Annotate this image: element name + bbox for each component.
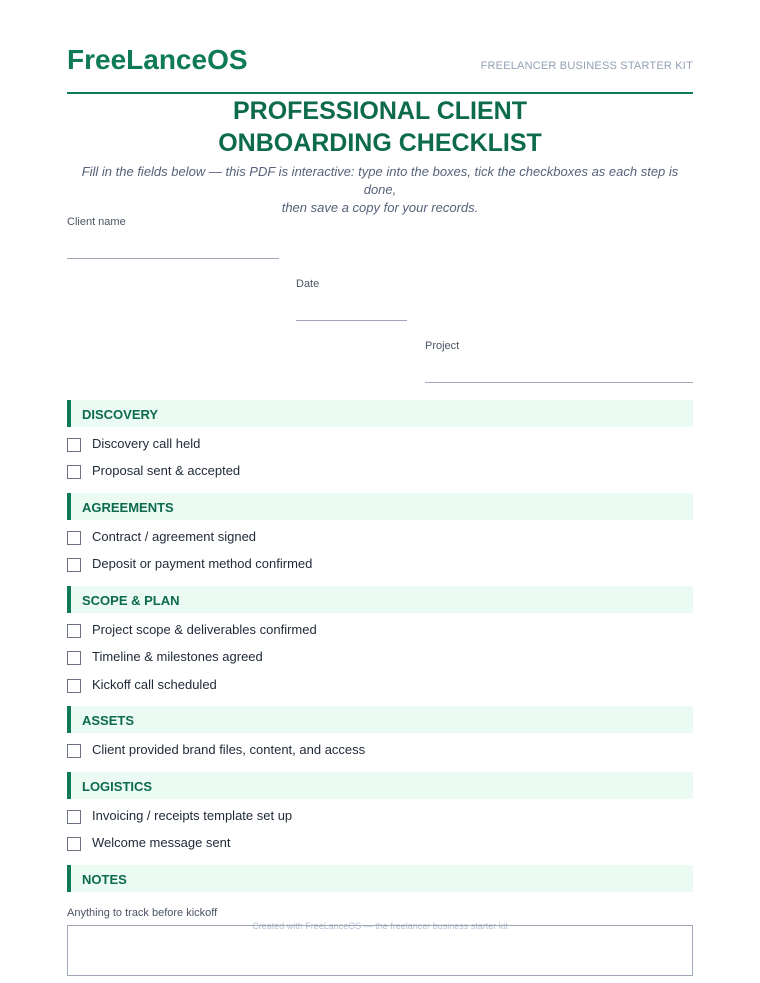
section-title: AGREEMENTS: [82, 500, 174, 515]
checkbox[interactable]: [67, 651, 81, 665]
checkbox[interactable]: [67, 679, 81, 693]
section-logistics: [67, 772, 693, 799]
section-title: DISCOVERY: [82, 407, 159, 422]
section-discovery: [67, 400, 693, 427]
checklist-item-label: Client provided brand files, content, and access: [92, 742, 366, 757]
section-agreements: [67, 493, 693, 520]
client-name-field[interactable]: [67, 216, 279, 259]
checklist-item-label: Contract / agreement signed: [92, 529, 257, 544]
checklist-item-label: Deposit or payment method confirmed: [92, 556, 313, 571]
page-header: [67, 42, 693, 94]
kit-label: FREELANCER BUSINESS STARTER KIT: [480, 60, 693, 72]
section-title: LOGISTICS: [82, 779, 153, 794]
section-title: NOTES: [82, 872, 127, 887]
checklist-item-label: Welcome message sent: [92, 835, 231, 850]
section-title: ASSETS: [82, 713, 135, 728]
intro-text: [67, 163, 693, 217]
title-line-2: ONBOARDING CHECKLIST: [218, 129, 542, 157]
checklist-item-label: Invoicing / receipts template set up: [92, 808, 293, 823]
checkbox[interactable]: [67, 465, 81, 479]
client-name-input[interactable]: [67, 258, 279, 259]
project-label: Project: [425, 340, 460, 352]
checklist-item-label: Timeline & milestones agreed: [92, 649, 263, 664]
project-field[interactable]: [425, 340, 693, 383]
date-label: Date: [296, 278, 320, 290]
page-title: [67, 95, 693, 159]
footer-text: Created with FreeLanceOS — the freelancer business starter kit: [252, 921, 508, 931]
intro-line-1: Fill in the fields below — this PDF is interactive: type into the boxes, tick the checkboxes as each step is done,: [81, 164, 679, 197]
checklist-item-label: Proposal sent & accepted: [92, 463, 241, 478]
checkbox[interactable]: [67, 558, 81, 572]
client-name-label: Client name: [67, 216, 126, 228]
notes-label: Anything to track before kickoff: [67, 907, 218, 919]
section-notes: [67, 865, 693, 892]
checklist-item-label: Discovery call held: [92, 436, 201, 451]
intro-line-2: then save a copy for your records.: [281, 200, 479, 215]
checkbox[interactable]: [67, 438, 81, 452]
project-input[interactable]: [425, 382, 693, 383]
checkbox[interactable]: [67, 531, 81, 545]
title-line-1: PROFESSIONAL CLIENT: [232, 97, 527, 125]
notes-textarea[interactable]: [67, 925, 693, 976]
date-input[interactable]: [296, 320, 407, 321]
section-assets: [67, 706, 693, 733]
checkbox[interactable]: [67, 624, 81, 638]
checklist-item-label: Kickoff call scheduled: [92, 677, 217, 692]
checkbox[interactable]: [67, 744, 81, 758]
date-field[interactable]: [296, 278, 407, 321]
checkbox[interactable]: [67, 810, 81, 824]
section-scope-plan: [67, 586, 693, 613]
checkbox[interactable]: [67, 837, 81, 851]
section-title: SCOPE & PLAN: [82, 593, 180, 608]
brand-logo: FreeLanceOS: [67, 44, 248, 75]
checklist-item-label: Project scope & deliverables confirmed: [92, 622, 317, 637]
